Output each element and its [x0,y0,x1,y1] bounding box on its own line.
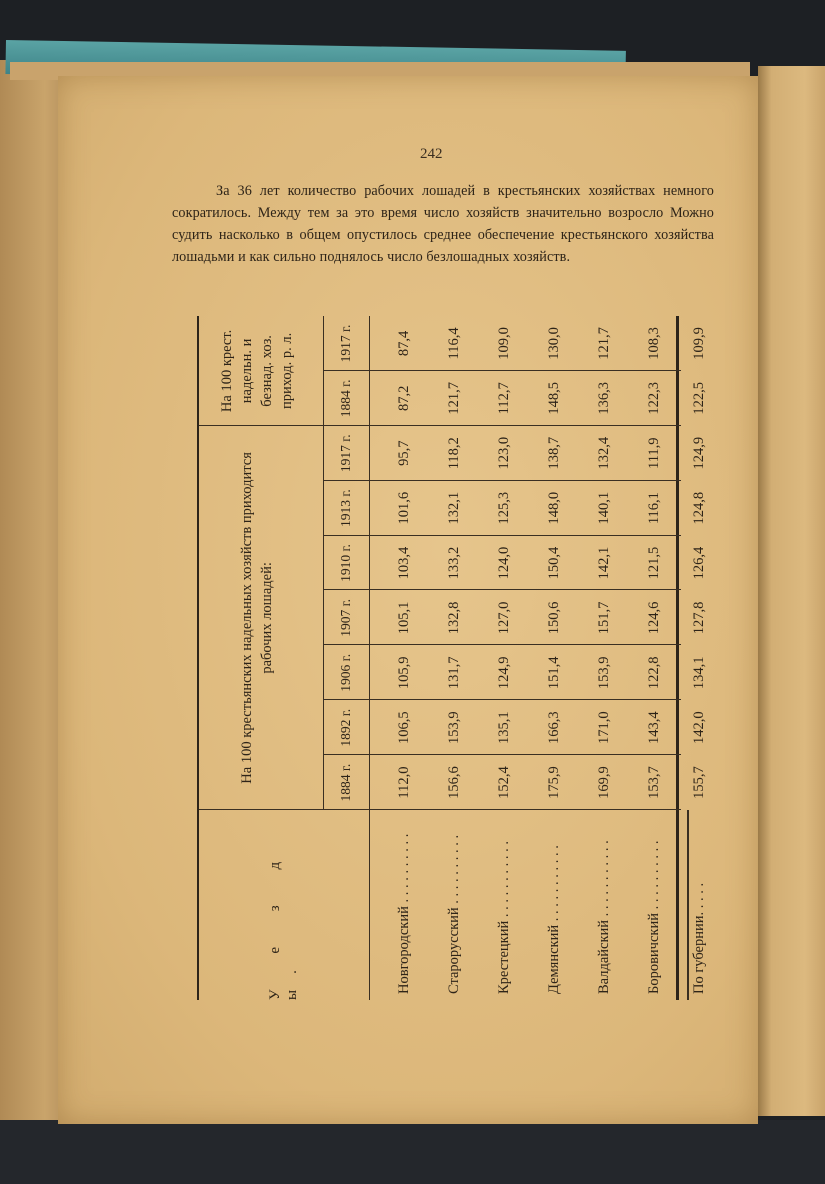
table-cell: 87,4 [395,330,412,357]
table-cell: 138,7 [545,436,562,470]
table-cell: 109,0 [495,327,512,360]
table-cell: 122,8 [645,656,662,690]
table-cell: 143,4 [645,711,662,744]
table-cell: 101,6 [395,491,412,525]
table-cell: 153,9 [445,711,462,744]
row-name: Валдайский . . . . . . . . . . . [595,840,612,994]
header-rule [323,316,324,810]
table-cell: 95,7 [395,440,412,466]
table-cell: 123,0 [495,436,512,470]
table-cell: 136,3 [595,382,612,415]
table-cell: 124,9 [495,656,512,690]
table-cell: 112,7 [495,382,512,415]
year-header: 1917 г. [338,434,353,473]
year-header: 1907 г. [338,599,353,637]
total-cell: 124,9 [691,436,707,470]
table-cell: 171,0 [595,711,612,744]
table-cell: 131,7 [445,656,462,690]
table-cell: 121,5 [645,546,662,580]
horses-table [197,316,707,1000]
uezd-column-header: У е з д ы. [267,845,300,1000]
total-cell: 134,1 [691,656,707,690]
total-cell: 142,0 [691,711,707,744]
table-cell: 152,4 [495,766,512,799]
total-cell: 126,4 [691,546,707,580]
total-cell: 127,8 [691,601,707,635]
header-bottom-rule [369,316,370,1000]
year-header: 1884 г. [338,763,353,802]
year-header: 1884 г. [338,379,353,418]
next-page-edge [758,66,825,1116]
table-cell: 135,1 [495,711,512,744]
table-cell: 166,3 [545,711,562,744]
table-cell: 150,4 [545,546,562,580]
table-cell: 127,0 [495,601,512,635]
table-cell: 153,7 [645,766,662,799]
table-cell: 116,1 [645,492,662,525]
table-cell: 151,4 [545,656,562,690]
table-cell: 124,6 [645,601,662,635]
table-grid [197,316,707,1000]
table-cell: 121,7 [445,382,462,415]
table-cell: 122,3 [645,382,662,415]
table-cell: 118,2 [445,437,462,470]
table-cell: 125,3 [495,491,512,525]
table-cell: 132,4 [595,436,612,470]
table-cell: 153,9 [595,656,612,690]
row-name: Новгородский . . . . . . . . . . [395,833,412,994]
year-header: 1910 г. [338,544,353,582]
table-cell: 111,9 [645,437,662,470]
table-cell: 133,2 [445,546,462,580]
group2-header: На 100 крест. надельн. и безнад. хоз. приход. р. л. [219,329,295,413]
row-name: Старорусский . . . . . . . . . . [445,834,462,994]
year-header: 1913 г. [338,489,353,528]
table-cell: 124,0 [495,546,512,580]
table-cell: 169,9 [595,766,612,799]
table-cell: 175,9 [545,766,562,799]
table-cell: 132,8 [445,601,462,635]
table-cell: 132,1 [445,491,462,525]
year-header: 1906 г. [338,653,353,692]
group1-header: На 100 крестьянских надельных хозяйств приходится рабочих лошадей: [239,452,275,784]
book-left-edge [0,60,64,1140]
row-name: Демянский . . . . . . . . . . . [545,845,562,994]
total-cell: 109,9 [691,327,707,360]
table-cell: 112,0 [395,766,412,799]
table-cell: 140,1 [595,491,612,525]
row-name: Боровичский . . . . . . . . . . [645,840,662,994]
year-header: 1892 г. [338,708,353,747]
table-cell: 142,1 [595,546,612,580]
table-cell: 148,5 [545,382,562,415]
total-cell: 155,7 [691,766,707,799]
table-cell: 151,7 [595,601,612,635]
table-cell: 103,4 [395,546,412,580]
row-name: Крестецкий . . . . . . . . . . . [495,840,512,994]
total-rule [687,810,689,1000]
table-cell: 148,0 [545,491,562,525]
table-cell: 130,0 [545,327,562,360]
table-cell: 106,5 [395,711,412,744]
table-cell: 105,9 [395,656,412,690]
total-row-name: По губернии. . . . . [691,882,707,994]
year-header: 1917 г. [338,324,353,363]
table-cell: 108,3 [645,327,662,360]
page-number: 242 [420,146,443,162]
background-surface [0,1120,825,1184]
table-cell: 121,7 [595,327,612,360]
table-cell: 156,6 [445,766,462,799]
total-cell: 124,8 [691,491,707,525]
table-cell: 116,4 [445,327,462,360]
intro-text: За 36 лет количество рабочих лошадей в крестьянских хозяйствах немного сократилось. Между тем за это время число хозяйств значительно возросло Можно судить насколько в общем опустилось среднее обеспечение крестьянского хозяйства лошадьми и как сильно поднялось число безлошадных хозяйств. [172,183,714,265]
intro-paragraph [172,180,714,268]
table-cell: 87,2 [395,385,412,412]
table-cell: 150,6 [545,601,562,635]
total-cell: 122,5 [691,382,707,415]
table-cell: 105,1 [395,601,412,635]
